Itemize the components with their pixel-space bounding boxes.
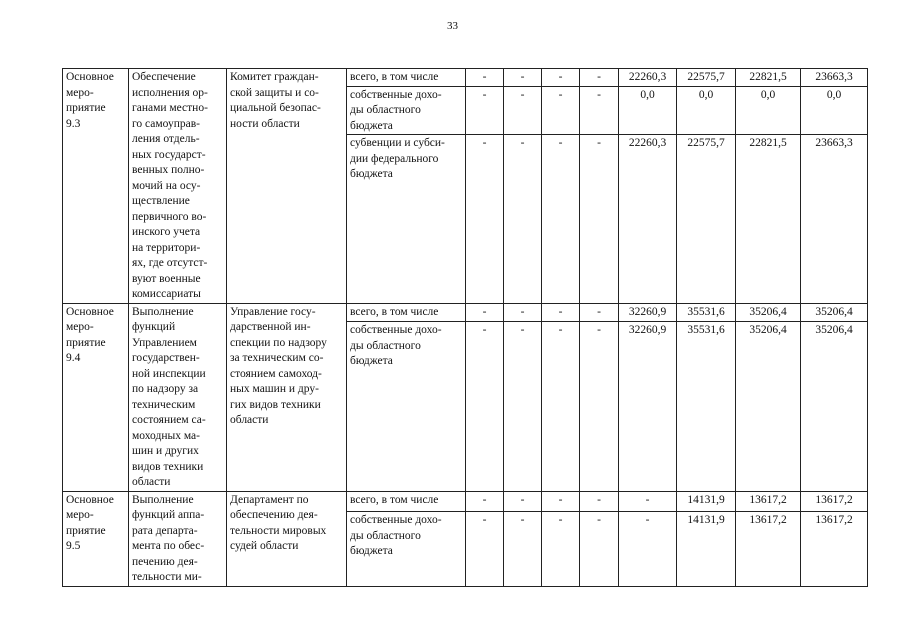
source-cell: собственные дохо- ды областного бюджета [347,322,466,491]
value-cell: - [580,491,619,512]
value-cell: 13617,2 [801,512,868,586]
value-cell: 35531,6 [677,303,736,322]
page-number: 33 [447,20,458,32]
value-cell: 35531,6 [677,322,736,491]
table-row [63,69,868,87]
event-cell: Основное меро- приятие 9.4 [63,303,129,491]
value-cell: - [619,512,677,586]
value-cell: - [504,512,542,586]
value-cell: 35206,4 [736,303,801,322]
value-cell: 22575,7 [677,135,736,303]
value-cell: 0,0 [677,86,736,135]
value-cell: - [504,322,542,491]
value-cell: 13617,2 [736,491,801,512]
value-cell: 0,0 [619,86,677,135]
source-cell: собственные дохо- ды областного бюджета [347,86,466,135]
description-cell: Обеспечение исполнения ор- ганами местно- го самоуправ- ления отдель- ных государст- венных полно- мочий на осу- ществление первичного во- инского учета на территори- ях, где отсутст- вуют военные комиссариаты [129,69,227,304]
value-cell: 23663,3 [801,135,868,303]
value-cell: - [466,303,504,322]
value-cell: - [580,512,619,586]
value-cell: 22821,5 [736,69,801,87]
value-cell: - [542,86,580,135]
value-cell: 13617,2 [801,491,868,512]
value-cell: 0,0 [801,86,868,135]
value-cell: - [504,69,542,87]
source-cell: собственные дохо- ды областного бюджета [347,512,466,586]
value-cell: - [504,135,542,303]
value-cell: - [466,491,504,512]
source-cell: всего, в том числе [347,69,466,87]
value-cell: - [466,135,504,303]
value-cell: - [542,69,580,87]
source-cell: всего, в том числе [347,491,466,512]
value-cell: - [580,86,619,135]
value-cell: - [504,86,542,135]
source-cell: субвенции и субси- дии федерального бюджета [347,135,466,303]
value-cell: - [619,491,677,512]
description-cell: Выполнение функций аппа- рата департа- мента по обес- печению дея- тельности ми- [129,491,227,586]
executor-cell: Департамент по обеспечению дея- тельности мировых судей области [227,491,347,586]
value-cell: - [504,491,542,512]
table-row [63,303,868,322]
value-cell: - [580,322,619,491]
value-cell: - [466,86,504,135]
value-cell: - [542,303,580,322]
value-cell: - [466,69,504,87]
value-cell: - [542,491,580,512]
value-cell: - [580,69,619,87]
value-cell: - [542,322,580,491]
value-cell: - [466,512,504,586]
value-cell: 35206,4 [801,303,868,322]
value-cell: 14131,9 [677,491,736,512]
value-cell: - [542,135,580,303]
value-cell: 32260,9 [619,322,677,491]
value-cell: 23663,3 [801,69,868,87]
event-cell: Основное меро- приятие 9.3 [63,69,129,304]
value-cell: 22821,5 [736,135,801,303]
value-cell: 0,0 [736,86,801,135]
value-cell: - [580,303,619,322]
executor-cell: Управление госу- дарственной ин- спекции по надзору за техническим со- стоянием самоход- ных машин и дру- гих видов техники области [227,303,347,491]
budget-table [62,68,868,587]
value-cell: 35206,4 [736,322,801,491]
value-cell: 32260,9 [619,303,677,322]
value-cell: - [504,303,542,322]
value-cell: 22575,7 [677,69,736,87]
event-cell: Основное меро- приятие 9.5 [63,491,129,586]
value-cell: 13617,2 [736,512,801,586]
value-cell: 35206,4 [801,322,868,491]
value-cell: 22260,3 [619,69,677,87]
value-cell: - [542,512,580,586]
executor-cell: Комитет граждан- ской защиты и со- циальной безопас- ности области [227,69,347,304]
value-cell: - [466,322,504,491]
value-cell: 14131,9 [677,512,736,586]
source-cell: всего, в том числе [347,303,466,322]
table-row [63,491,868,512]
value-cell: - [580,135,619,303]
description-cell: Выполнение функций Управлением государствен- ной инспекции по надзору за техническим состоянием са- моходных ма- шин и других видов техники области [129,303,227,491]
value-cell: 22260,3 [619,135,677,303]
